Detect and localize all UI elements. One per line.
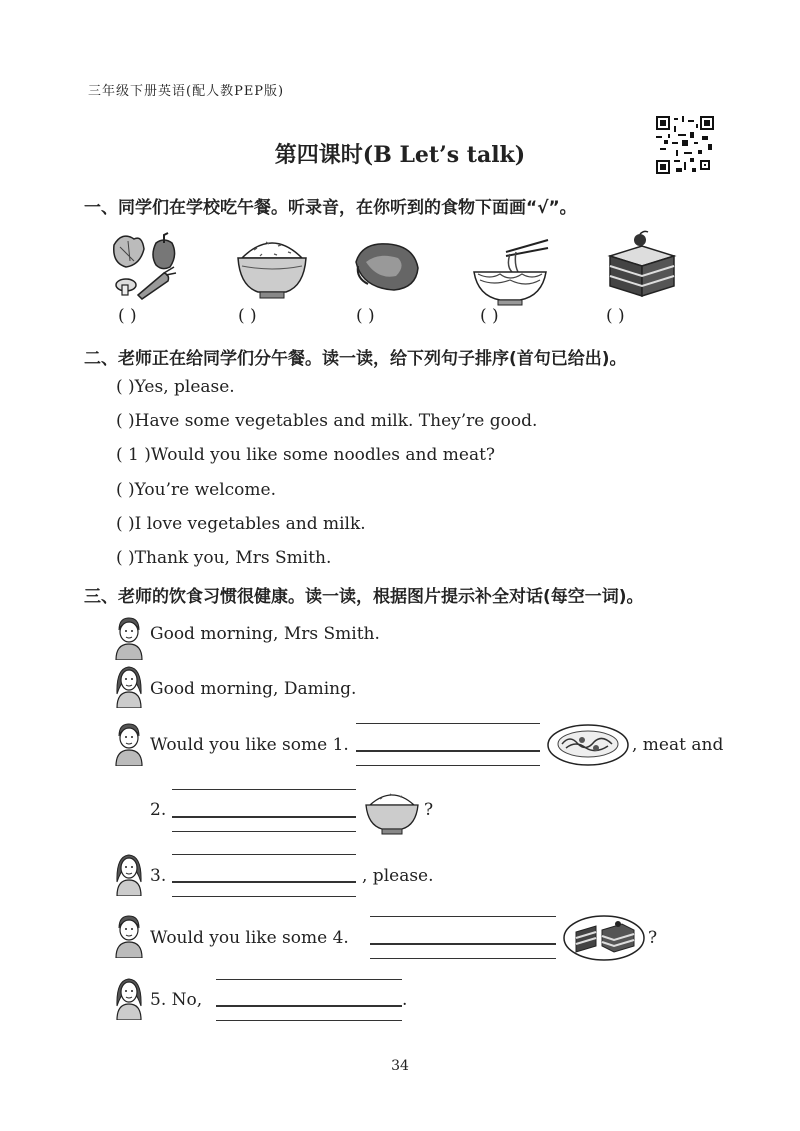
dialogue-line-5-start: 3. <box>150 866 167 886</box>
section1-heading: 一、同学们在学校吃午餐。听录音，在你听到的食物下面画“√”。 <box>84 198 577 218</box>
dialogue-line-7-start: 5. No, <box>150 990 203 1010</box>
dialogue-line-4-start: 2. <box>150 800 167 820</box>
dialogue-line-1: Good morning, Mrs Smith. <box>150 624 380 644</box>
qr-code <box>656 116 714 174</box>
sentence-text: Thank you, Mrs Smith. <box>134 548 332 568</box>
order-paren: ( 1 ) <box>116 445 151 465</box>
dialogue-line-2: Good morning, Daming. <box>150 679 357 699</box>
sentence-text: Would you like some noodles and meat? <box>150 445 496 465</box>
sentence-row <box>116 480 276 500</box>
answer-blank-1[interactable] <box>356 750 540 752</box>
rice-bowl-small-icon <box>362 785 422 837</box>
dialogue-line-4-end: ? <box>424 800 434 820</box>
order-paren[interactable]: ( ) <box>116 377 135 397</box>
sentence-row <box>116 377 235 397</box>
vegetables-icon <box>104 225 184 305</box>
sentence-text: I love vegetables and milk. <box>134 514 366 534</box>
answer-blank-3[interactable] <box>172 881 356 883</box>
sentence-row <box>116 548 331 568</box>
order-paren[interactable]: ( ) <box>116 480 135 500</box>
noodles-plate-icon <box>546 722 630 768</box>
food-paren-2[interactable]: ( ) <box>238 306 257 326</box>
teacher-avatar-icon <box>114 976 144 1020</box>
dialogue-line-3-start: Would you like some 1. <box>150 735 349 755</box>
answer-blank-2[interactable] <box>172 816 356 818</box>
sentence-text: You’re welcome. <box>134 480 276 500</box>
teacher-avatar-icon <box>114 664 144 708</box>
food-paren-1[interactable]: ( ) <box>118 306 137 326</box>
dialogue-line-7-end: . <box>402 990 408 1010</box>
cake-icon <box>602 230 682 310</box>
dialogue-line-6-start: Would you like some 4. <box>150 928 349 948</box>
section3-heading: 三、老师的饮食习惯很健康。读一读，根据图片提示补全对话(每空一词)。 <box>84 587 644 607</box>
sentence-row <box>116 514 366 534</box>
food-paren-4[interactable]: ( ) <box>480 306 499 326</box>
noodles-icon <box>470 230 550 310</box>
answer-blank-5[interactable] <box>216 1005 402 1007</box>
boy-avatar-icon <box>114 722 144 766</box>
cake-plate-icon <box>562 912 646 964</box>
sentence-text: Have some vegetables and milk. They’re good. <box>134 411 538 431</box>
page-number: 34 <box>391 1058 409 1074</box>
boy-avatar-icon <box>114 914 144 958</box>
sentence-text: Yes, please. <box>134 377 235 397</box>
order-paren[interactable]: ( ) <box>116 411 135 431</box>
section2-heading: 二、老师正在给同学们分午餐。读一读，给下列句子排序(首句已给出)。 <box>84 349 627 369</box>
lesson-title: 第四课时(B Let’s talk) <box>274 142 526 168</box>
sentence-row <box>116 411 537 431</box>
sentence-row <box>116 445 495 465</box>
dialogue-line-6-end: ? <box>648 928 658 948</box>
food-paren-5[interactable]: ( ) <box>606 306 625 326</box>
boy-avatar-icon <box>114 616 144 660</box>
answer-blank-4[interactable] <box>370 943 556 945</box>
teacher-avatar-icon <box>114 852 144 896</box>
food-paren-3[interactable]: ( ) <box>356 306 375 326</box>
order-paren[interactable]: ( ) <box>116 548 135 568</box>
order-paren[interactable]: ( ) <box>116 514 135 534</box>
dialogue-line-5-end: , please. <box>362 866 434 886</box>
meat-icon <box>348 232 428 312</box>
book-header: 三年级下册英语(配人教PEP版) <box>88 84 285 99</box>
dialogue-line-3-end: , meat and <box>632 735 724 755</box>
rice-bowl-icon <box>232 228 312 308</box>
